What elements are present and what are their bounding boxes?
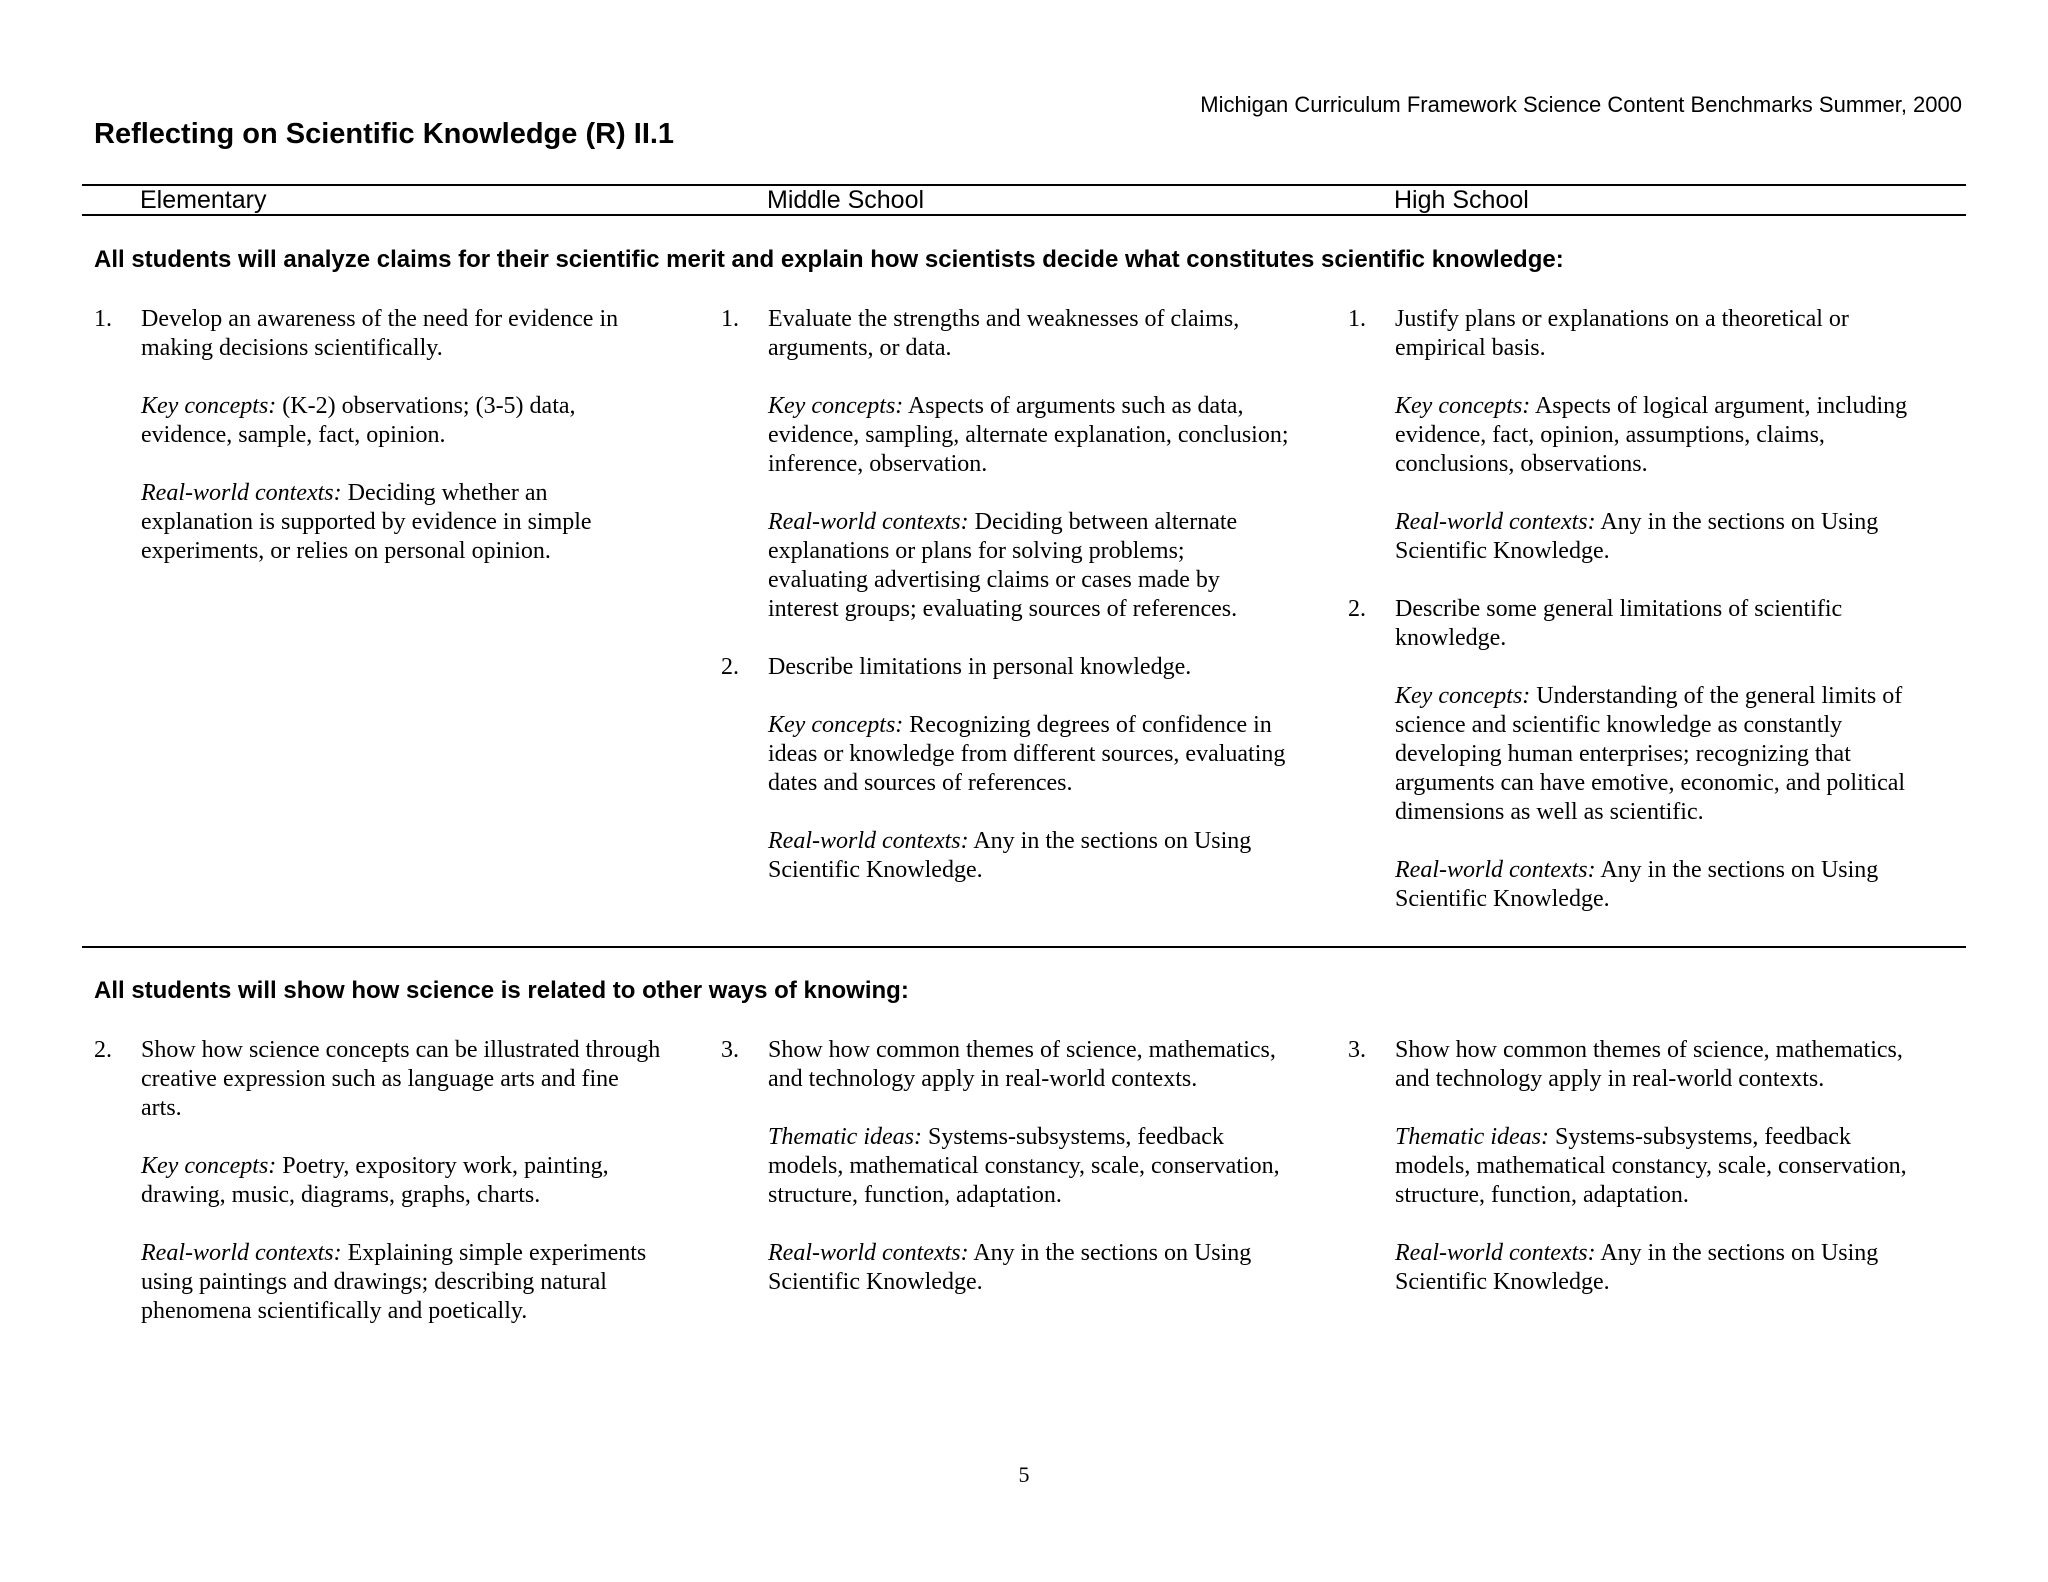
section-heading-other-ways-of-knowing: All students will show how science is related to other ways of knowing: — [94, 977, 909, 1004]
real-world-contexts — [768, 827, 1289, 885]
real-world-label: Real-world contexts: — [768, 828, 969, 854]
key-concepts-text: Aspects of arguments such as data, evidence, sampling, alternate explanation, conclusion; inference, observation. — [768, 393, 1289, 477]
thematic-ideas-text: Systems-subsystems, feedback models, mathematical constancy, scale, conservation, structure, function, adaptation. — [768, 1124, 1280, 1208]
column-header-middle-school: Middle School — [767, 186, 925, 214]
real-world-label: Real-world contexts: — [768, 1240, 969, 1266]
section-heading-analyze-claims: All students will analyze claims for their scientific merit and explain how scientists decide what constitutes scientific knowledge: — [94, 246, 1564, 273]
benchmark-item — [94, 1036, 662, 1326]
thematic-ideas-text: Systems-subsystems, feedback models, mathematical constancy, scale, conservation, structure, function, adaptation. — [1395, 1124, 1907, 1208]
thematic-ideas-label: Thematic ideas: — [1395, 1124, 1549, 1150]
key-concepts-text: (K-2) observations; (3-5) data, evidence, sample, fact, opinion. — [141, 393, 576, 448]
column-header-elementary: Elementary — [140, 186, 267, 214]
real-world-contexts — [1395, 856, 1916, 914]
benchmark-text: Evaluate the strengths and weaknesses of claims, arguments, or data. — [768, 306, 1240, 361]
section2-high-column — [1348, 1036, 1916, 1326]
benchmark-item — [721, 305, 1289, 624]
thematic-ideas-label: Thematic ideas: — [768, 1124, 922, 1150]
real-world-text: Deciding between alternate explanations or plans for solving problems; evaluating advertising claims or cases made by interest groups; evaluating sources of references. — [768, 509, 1238, 622]
key-concepts-text: Poetry, expository work, painting, drawing, music, diagrams, graphs, charts. — [141, 1153, 609, 1208]
column-header-high-school: High School — [1394, 186, 1529, 214]
real-world-label: Real-world contexts: — [141, 1240, 342, 1266]
real-world-contexts — [1395, 1239, 1916, 1297]
real-world-label: Real-world contexts: — [768, 509, 969, 535]
key-concepts-text: Aspects of logical argument, including evidence, fact, opinion, assumptions, claims, conclusions, observations. — [1395, 393, 1908, 477]
real-world-text: Any in the sections on Using Scientific Knowledge. — [1395, 509, 1879, 564]
benchmark-text: Show how common themes of science, mathematics, and technology apply in real-world contexts. — [768, 1037, 1276, 1092]
key-concepts-label: Key concepts: — [768, 393, 904, 419]
benchmark-text: Describe limitations in personal knowledge. — [768, 654, 1192, 680]
section1-middle-column — [721, 305, 1289, 914]
benchmark-item — [1348, 305, 1916, 566]
real-world-label: Real-world contexts: — [1395, 1240, 1596, 1266]
benchmark-number: 2. — [1348, 596, 1366, 622]
real-world-label: Real-world contexts: — [141, 480, 342, 506]
benchmark-item — [721, 653, 1289, 885]
benchmark-number: 2. — [721, 654, 739, 680]
real-world-text: Any in the sections on Using Scientific Knowledge. — [768, 828, 1252, 883]
key-concepts — [768, 392, 1289, 479]
benchmark-text: Develop an awareness of the need for evidence in making decisions scientifically. — [141, 306, 619, 361]
thematic-ideas — [1395, 1123, 1916, 1210]
benchmark-text: Justify plans or explanations on a theoretical or empirical basis. — [1395, 306, 1849, 361]
benchmark-item — [1348, 595, 1916, 914]
header-top-rule — [82, 184, 1966, 186]
section1-high-column — [1348, 305, 1916, 943]
real-world-contexts — [141, 479, 662, 566]
real-world-contexts — [141, 1239, 662, 1326]
section1-elementary-column — [94, 305, 662, 595]
header-bottom-rule — [82, 214, 1966, 216]
key-concepts-label: Key concepts: — [768, 712, 904, 738]
section2-elementary-column — [94, 1036, 662, 1355]
key-concepts — [1395, 682, 1916, 827]
key-concepts — [141, 1152, 662, 1210]
thematic-ideas — [768, 1123, 1289, 1210]
key-concepts — [1395, 392, 1916, 479]
page-number: 5 — [1018, 1462, 1030, 1487]
real-world-text: Any in the sections on Using Scientific Knowledge. — [1395, 857, 1879, 912]
benchmark-number: 1. — [721, 306, 739, 332]
key-concepts — [141, 392, 662, 450]
section2-middle-column — [721, 1036, 1289, 1326]
benchmark-number: 1. — [1348, 306, 1366, 332]
section-divider-rule — [82, 946, 1966, 948]
real-world-label: Real-world contexts: — [1395, 509, 1596, 535]
key-concepts-text: Understanding of the general limits of science and scientific knowledge as constantly developing human enterprises; recognizing that arguments can have emotive, economic, and political dimensions as well as scientific. — [1395, 683, 1906, 825]
benchmark-number: 1. — [94, 306, 112, 332]
real-world-text: Any in the sections on Using Scientific Knowledge. — [768, 1240, 1252, 1295]
key-concepts-label: Key concepts: — [1395, 683, 1531, 709]
real-world-text: Explaining simple experiments using paintings and drawings; describing natural phenomena scientifically and poetically. — [141, 1240, 647, 1324]
key-concepts-label: Key concepts: — [141, 1153, 277, 1179]
benchmark-item — [94, 305, 662, 566]
benchmark-text: Describe some general limitations of scientific knowledge. — [1395, 596, 1843, 651]
real-world-text: Any in the sections on Using Scientific Knowledge. — [1395, 1240, 1879, 1295]
real-world-text: Deciding whether an explanation is supported by evidence in simple experiments, or relies on personal opinion. — [141, 480, 592, 564]
benchmark-text: Show how common themes of science, mathematics, and technology apply in real-world contexts. — [1395, 1037, 1903, 1092]
key-concepts-label: Key concepts: — [1395, 393, 1531, 419]
real-world-label: Real-world contexts: — [1395, 857, 1596, 883]
real-world-contexts — [768, 508, 1289, 624]
benchmark-number: 2. — [94, 1037, 112, 1063]
document-source-header: Michigan Curriculum Framework Science Content Benchmarks Summer, 2000 — [1200, 92, 1962, 117]
benchmark-text: Show how science concepts can be illustrated through creative expression such as language arts and fine arts. — [141, 1037, 661, 1121]
benchmark-item — [1348, 1036, 1916, 1297]
benchmark-number: 3. — [1348, 1037, 1366, 1063]
page-title: Reflecting on Scientific Knowledge (R) II.1 — [94, 118, 675, 150]
real-world-contexts — [768, 1239, 1289, 1297]
benchmark-item — [721, 1036, 1289, 1297]
key-concepts — [768, 711, 1289, 798]
key-concepts-text: Recognizing degrees of confidence in ideas or knowledge from different sources, evaluating dates and sources of references. — [768, 712, 1286, 796]
real-world-contexts — [1395, 508, 1916, 566]
key-concepts-label: Key concepts: — [141, 393, 277, 419]
benchmark-number: 3. — [721, 1037, 739, 1063]
